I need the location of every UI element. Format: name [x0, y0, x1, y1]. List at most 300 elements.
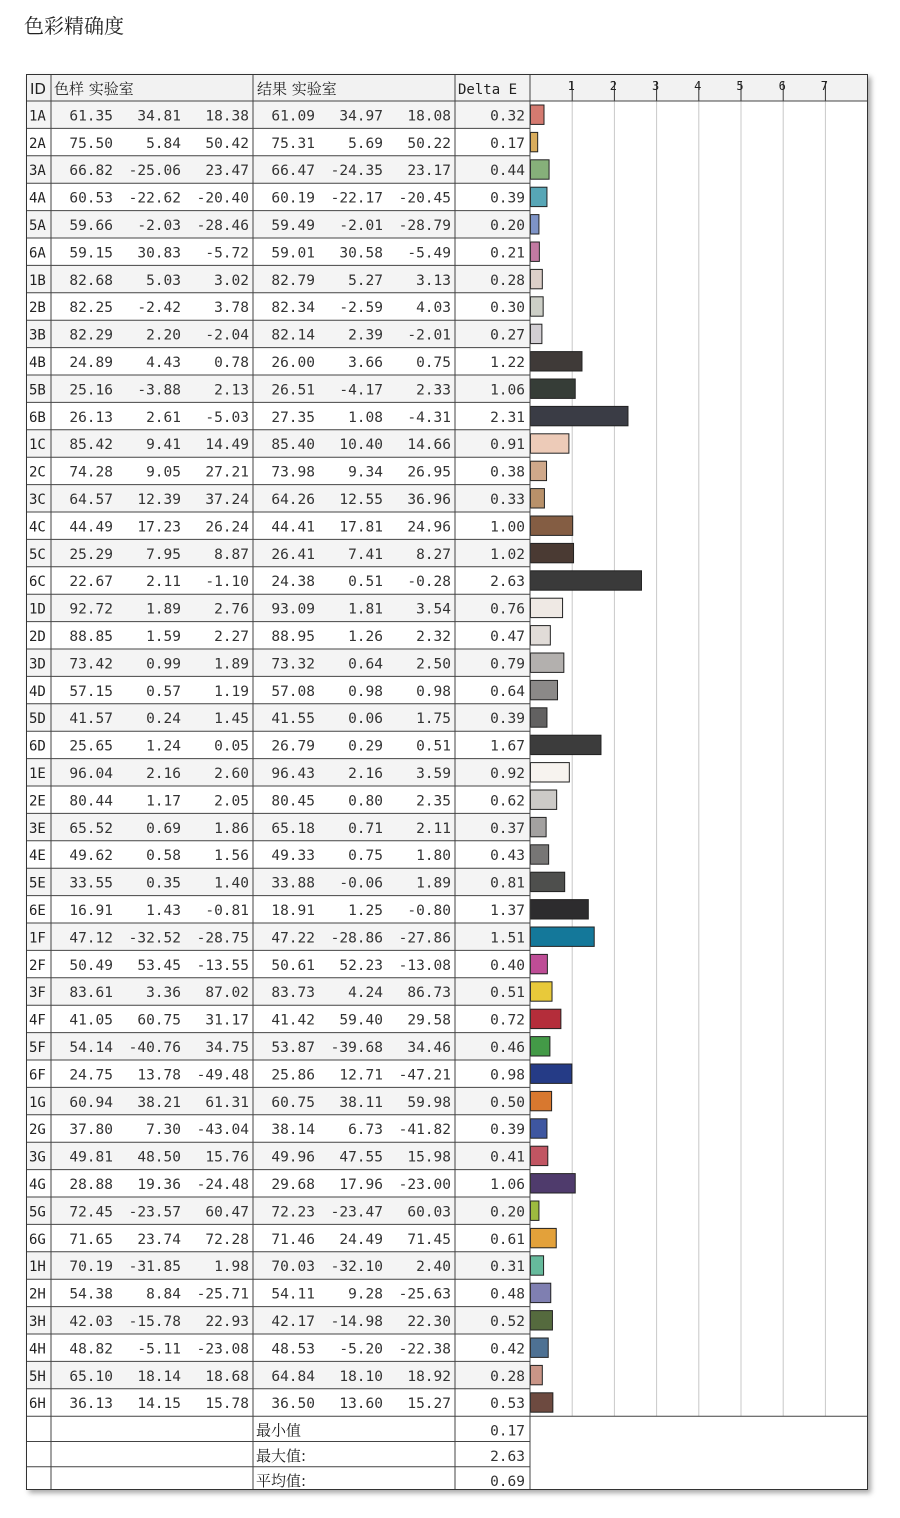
axis-tick-label: 6	[778, 79, 786, 93]
result-a: 0.51	[348, 574, 383, 591]
result-a: 10.40	[339, 437, 383, 454]
table-row	[29, 379, 575, 398]
sample-l: 61.35	[69, 108, 113, 125]
result-l: 80.45	[271, 793, 315, 810]
sample-b: 14.49	[205, 437, 249, 454]
result-b: -20.45	[398, 190, 451, 207]
result-l: 93.09	[271, 601, 315, 618]
delta-e-value: 0.30	[490, 300, 525, 317]
sample-b: 22.93	[205, 1314, 249, 1330]
delta-e-value: 0.39	[490, 1122, 525, 1139]
sample-b: 18.38	[205, 108, 249, 125]
result-l: 25.86	[271, 1067, 315, 1084]
sample-b: 61.31	[205, 1094, 249, 1111]
delta-e-bar	[531, 598, 563, 617]
delta-e-bar	[531, 1311, 553, 1330]
sample-b: 15.76	[205, 1149, 249, 1166]
sample-b: 60.47	[205, 1204, 249, 1221]
sample-b: 1.56	[214, 848, 249, 865]
result-l: 60.19	[271, 190, 315, 207]
sample-l: 48.82	[69, 1341, 113, 1358]
table-row	[29, 845, 549, 864]
result-b: 1.80	[416, 848, 451, 865]
delta-e-value: 0.39	[490, 711, 525, 728]
result-a: 12.55	[339, 492, 383, 508]
row-id: 4B	[29, 355, 46, 371]
result-l: 18.91	[271, 903, 315, 919]
table-row	[29, 954, 547, 973]
delta-e-value: 0.32	[490, 108, 525, 125]
delta-e-value: 0.52	[490, 1314, 525, 1330]
result-b: 0.98	[416, 683, 451, 700]
sample-l: 25.29	[69, 546, 113, 563]
delta-e-bar	[531, 1174, 576, 1193]
sample-a: -15.78	[128, 1314, 181, 1330]
table-row	[29, 1283, 551, 1302]
table-row	[29, 132, 538, 151]
result-b: -13.08	[398, 957, 451, 974]
result-b: 86.73	[407, 985, 451, 1002]
sample-a: -2.42	[137, 300, 181, 317]
delta-e-value: 0.21	[490, 245, 525, 262]
axis-tick-label: 7	[820, 79, 829, 93]
sample-a: 13.78	[137, 1067, 181, 1084]
delta-e-value: 2.31	[490, 409, 525, 426]
row-id: 6A	[29, 245, 46, 262]
delta-e-value: 1.37	[490, 903, 525, 919]
table-row	[29, 1064, 572, 1083]
delta-e-value: 0.81	[490, 875, 525, 892]
sample-b: -1.10	[205, 574, 249, 591]
sample-b: 1.19	[214, 683, 249, 700]
result-l: 60.75	[271, 1094, 315, 1111]
sample-a: 2.61	[146, 409, 181, 426]
delta-e-bar	[531, 653, 564, 672]
delta-e-bar	[531, 297, 544, 316]
result-l: 82.14	[271, 327, 315, 344]
result-a: -0.06	[339, 875, 383, 892]
delta-e-value: 1.67	[490, 738, 525, 755]
sample-l: 41.57	[69, 711, 113, 728]
sample-b: 2.27	[214, 629, 249, 645]
delta-e-bar	[531, 516, 573, 535]
sample-a: 0.99	[146, 656, 181, 673]
delta-e-bar	[531, 379, 576, 398]
row-id: 2C	[29, 464, 46, 481]
color-accuracy-table-chart	[27, 75, 867, 1489]
result-l: 49.33	[271, 848, 315, 865]
delta-e-bar	[531, 763, 570, 782]
delta-e-value: 0.47	[490, 629, 525, 645]
result-b: 36.96	[407, 492, 451, 508]
sample-b: -20.40	[196, 190, 249, 207]
sample-l: 64.57	[69, 492, 113, 508]
sample-b: -2.04	[205, 327, 249, 344]
result-a: 5.69	[348, 135, 383, 152]
sample-b: -13.55	[196, 957, 249, 974]
delta-e-value: 1.02	[490, 546, 525, 563]
sample-a: -32.52	[128, 930, 181, 947]
result-a: -22.17	[330, 190, 383, 207]
sample-a: 0.35	[146, 875, 181, 892]
sample-l: 59.15	[69, 245, 113, 262]
sample-b: -5.03	[205, 409, 249, 426]
result-l: 59.01	[271, 245, 315, 262]
result-b: -0.80	[407, 903, 451, 919]
result-l: 24.38	[271, 574, 315, 591]
delta-e-value: 1.00	[490, 519, 525, 536]
result-l: 42.17	[271, 1314, 315, 1330]
result-a: 0.80	[348, 793, 383, 810]
result-a: 9.34	[348, 464, 383, 481]
result-b: 4.03	[416, 300, 451, 317]
delta-e-value: 0.33	[490, 492, 525, 508]
delta-e-bar	[531, 105, 545, 124]
sample-a: 60.75	[137, 1012, 181, 1029]
result-b: 22.30	[407, 1314, 451, 1330]
result-l: 59.49	[271, 218, 315, 234]
row-id: 2F	[29, 957, 46, 974]
result-l: 64.84	[271, 1368, 315, 1385]
result-l: 82.34	[271, 300, 315, 317]
sample-a: 12.39	[137, 492, 181, 508]
row-id: 4G	[29, 1177, 46, 1193]
row-id: 2G	[29, 1122, 46, 1139]
sample-a: 14.15	[137, 1396, 181, 1413]
sample-l: 47.12	[69, 930, 113, 947]
table-row	[29, 242, 539, 261]
result-b: -27.86	[398, 930, 451, 947]
table-row	[29, 1338, 548, 1357]
sample-b: 1.45	[214, 711, 249, 728]
result-a: 59.40	[339, 1012, 383, 1029]
color-accuracy-report	[26, 74, 868, 1490]
sample-a: 38.21	[137, 1094, 181, 1111]
delta-e-value: 0.42	[490, 1341, 525, 1358]
result-a: 17.96	[339, 1177, 383, 1193]
result-a: -5.20	[339, 1341, 383, 1358]
sample-l: 96.04	[69, 766, 113, 782]
row-id: 3E	[29, 820, 46, 837]
table-row	[29, 1009, 561, 1028]
delta-e-bar	[531, 1365, 543, 1384]
table-row	[29, 900, 588, 919]
result-b: 1.75	[416, 711, 451, 728]
result-l: 26.41	[271, 546, 315, 563]
result-b: 2.50	[416, 656, 451, 673]
sample-a: 2.11	[146, 574, 181, 591]
delta-e-value: 0.46	[490, 1040, 525, 1056]
result-l: 41.55	[271, 711, 315, 728]
sample-l: 82.29	[69, 327, 113, 344]
result-b: 1.89	[416, 875, 451, 892]
sample-l: 70.19	[69, 1259, 113, 1276]
row-id: 3B	[29, 327, 46, 344]
sample-l: 65.10	[69, 1368, 113, 1385]
axis-tick-label: 4	[694, 79, 702, 93]
delta-e-bar	[531, 132, 538, 151]
sample-l: 85.42	[69, 437, 113, 454]
delta-e-value: 0.50	[490, 1094, 525, 1111]
result-a: 34.97	[339, 108, 383, 125]
table-row	[29, 543, 574, 562]
sample-a: 1.59	[146, 629, 181, 645]
row-id: 5D	[29, 711, 46, 728]
result-b: -28.79	[398, 218, 451, 234]
result-a: 2.39	[348, 327, 383, 344]
sample-l: 24.89	[69, 355, 113, 371]
sample-b: -28.75	[196, 930, 249, 947]
delta-e-bar	[531, 215, 539, 234]
delta-e-bar	[531, 187, 547, 206]
delta-e-value: 0.76	[490, 601, 525, 618]
sample-b: -5.72	[205, 245, 249, 262]
sample-l: 92.72	[69, 601, 113, 618]
delta-e-value: 0.91	[490, 437, 525, 454]
table-row	[29, 516, 573, 535]
row-id: 6D	[29, 738, 46, 755]
result-l: 49.96	[271, 1149, 315, 1166]
sample-a: -25.06	[128, 163, 181, 180]
sample-a: 0.69	[146, 820, 181, 837]
row-id: 2A	[29, 135, 46, 152]
delta-e-bar	[531, 1338, 549, 1357]
row-id: 3G	[29, 1149, 46, 1166]
result-b: 34.46	[407, 1040, 451, 1056]
sample-b: 2.60	[214, 766, 249, 782]
sample-a: -22.62	[128, 190, 181, 207]
result-l: 70.03	[271, 1259, 315, 1276]
result-a: -23.47	[330, 1204, 383, 1221]
result-a: -28.86	[330, 930, 383, 947]
delta-e-bar	[531, 927, 595, 946]
delta-e-bar	[531, 543, 574, 562]
result-b: -47.21	[398, 1067, 451, 1084]
result-a: 0.06	[348, 711, 383, 728]
sample-a: 23.74	[137, 1231, 181, 1248]
result-l: 85.40	[271, 437, 315, 454]
result-a: 24.49	[339, 1231, 383, 1248]
result-l: 29.68	[271, 1177, 315, 1193]
sample-l: 24.75	[69, 1067, 113, 1084]
result-a: 13.60	[339, 1396, 383, 1413]
table-row	[29, 1228, 556, 1247]
result-b: 24.96	[407, 519, 451, 536]
delta-e-value: 0.17	[490, 135, 525, 152]
result-l: 47.22	[271, 930, 315, 947]
result-a: 9.28	[348, 1286, 383, 1303]
sample-a: 5.84	[146, 135, 181, 152]
row-id: 6G	[29, 1231, 46, 1248]
sample-b: 8.87	[214, 546, 249, 563]
delta-e-value: 1.51	[490, 930, 525, 947]
result-a: 1.81	[348, 601, 383, 618]
row-id: 1E	[29, 766, 46, 782]
result-a: 38.11	[339, 1094, 383, 1111]
sample-b: -23.08	[196, 1341, 249, 1358]
sample-a: 30.83	[137, 245, 181, 262]
result-b: 18.92	[407, 1368, 451, 1385]
result-l: 36.50	[271, 1396, 315, 1413]
sample-l: 28.88	[69, 1177, 113, 1193]
delta-e-value: 1.22	[490, 355, 525, 371]
result-a: 12.71	[339, 1067, 383, 1084]
sample-l: 42.03	[69, 1314, 113, 1330]
result-a: -4.17	[339, 382, 383, 399]
sample-b: 72.28	[205, 1231, 249, 1248]
sample-a: 3.36	[146, 985, 181, 1002]
delta-e-value: 0.64	[490, 683, 525, 700]
result-l: 48.53	[271, 1341, 315, 1358]
delta-e-bar	[531, 461, 547, 480]
result-b: 2.32	[416, 629, 451, 645]
delta-e-bar	[531, 1064, 572, 1083]
sample-a: 18.14	[137, 1368, 181, 1385]
result-l: 72.23	[271, 1204, 315, 1221]
result-b: 3.59	[416, 766, 451, 782]
row-id: 1C	[29, 437, 46, 454]
delta-e-value: 0.43	[490, 848, 525, 865]
sample-l: 49.62	[69, 848, 113, 865]
delta-e-value: 0.92	[490, 766, 525, 782]
result-l: 44.41	[271, 519, 315, 536]
sample-a: 1.43	[146, 903, 181, 919]
sample-l: 54.14	[69, 1040, 113, 1056]
sample-l: 73.42	[69, 656, 113, 673]
sample-l: 60.94	[69, 1094, 113, 1111]
result-b: -0.28	[407, 574, 451, 591]
row-id: 3C	[29, 492, 46, 508]
result-a: 7.41	[348, 546, 383, 563]
result-a: 1.08	[348, 409, 383, 426]
sample-l: 75.50	[69, 135, 113, 152]
footer-label: 最小值	[256, 1421, 302, 1440]
sample-b: 1.86	[214, 820, 249, 837]
result-b: 8.27	[416, 546, 451, 563]
result-b: 50.22	[407, 135, 451, 152]
sample-b: 0.05	[214, 738, 249, 755]
row-id: 4E	[29, 848, 46, 865]
result-l: 96.43	[271, 766, 315, 782]
result-l: 73.98	[271, 464, 315, 481]
row-id: 6F	[29, 1067, 46, 1084]
result-b: 2.35	[416, 793, 451, 810]
result-l: 54.11	[271, 1286, 315, 1303]
result-a: 1.25	[348, 903, 383, 919]
sample-b: -25.71	[196, 1286, 249, 1303]
sample-l: 65.52	[69, 820, 113, 837]
delta-e-bar	[531, 845, 549, 864]
row-id: 4A	[29, 190, 46, 207]
sample-a: 17.23	[137, 519, 181, 536]
sample-b: -49.48	[196, 1067, 249, 1084]
result-l: 82.79	[271, 272, 315, 289]
row-id: 2H	[29, 1286, 46, 1303]
sample-l: 22.67	[69, 574, 113, 591]
table-row	[29, 790, 557, 809]
header-delta-e: Delta E	[458, 82, 518, 98]
result-l: 38.14	[271, 1122, 315, 1139]
result-a: -39.68	[330, 1040, 383, 1056]
delta-e-bar	[531, 1201, 539, 1220]
delta-e-value: 1.06	[490, 382, 525, 399]
table-row	[29, 297, 543, 316]
sample-l: 60.53	[69, 190, 113, 207]
result-l: 50.61	[271, 957, 315, 974]
page-title: 色彩精确度	[24, 14, 124, 38]
sample-a: 1.24	[146, 738, 181, 755]
sample-b: 1.98	[214, 1259, 249, 1276]
sample-l: 54.38	[69, 1286, 113, 1303]
sample-b: 1.40	[214, 875, 249, 892]
sample-b: -28.46	[196, 218, 249, 234]
table-row	[29, 461, 547, 480]
delta-e-value: 0.61	[490, 1231, 525, 1248]
result-l: 27.35	[271, 409, 315, 426]
header-sample-lab: 色样 实验室	[54, 80, 134, 98]
delta-e-bar	[531, 872, 565, 891]
delta-e-bar	[531, 1283, 551, 1302]
sample-a: -5.11	[137, 1341, 181, 1358]
sample-a: 9.41	[146, 437, 181, 454]
result-a: 6.73	[348, 1122, 383, 1139]
sample-b: 27.21	[205, 464, 249, 481]
sample-a: 34.81	[137, 108, 181, 125]
result-b: 26.95	[407, 464, 451, 481]
delta-e-bar	[531, 954, 548, 973]
result-l: 33.88	[271, 875, 315, 892]
sample-a: 1.17	[146, 793, 181, 810]
result-b: 15.98	[407, 1149, 451, 1166]
delta-e-bar	[531, 1146, 548, 1165]
delta-e-value: 0.40	[490, 957, 525, 974]
sample-b: 2.05	[214, 793, 249, 810]
sample-b: -43.04	[196, 1122, 249, 1139]
result-l: 26.79	[271, 738, 315, 755]
delta-e-value: 0.28	[490, 272, 525, 289]
delta-e-bar	[531, 434, 569, 453]
row-id: 5B	[29, 382, 46, 399]
result-l: 66.47	[271, 163, 315, 180]
result-b: 3.13	[416, 272, 451, 289]
sample-l: 37.80	[69, 1122, 113, 1139]
delta-e-value: 0.48	[490, 1286, 525, 1303]
result-l: 26.00	[271, 355, 315, 371]
delta-e-bar	[531, 790, 557, 809]
axis-tick-label: 1	[567, 79, 575, 93]
delta-e-bar	[531, 1091, 552, 1110]
delta-e-value: 0.62	[490, 793, 525, 810]
row-id: 5E	[29, 875, 46, 892]
delta-e-value: 2.63	[490, 574, 525, 591]
result-b: -25.63	[398, 1286, 451, 1303]
table-row	[29, 1174, 575, 1193]
result-a: 17.81	[339, 519, 383, 536]
sample-l: 57.15	[69, 683, 113, 700]
row-id: 3H	[29, 1314, 46, 1330]
delta-e-bar	[531, 1393, 553, 1412]
delta-e-bar	[531, 324, 542, 343]
result-b: 23.17	[407, 163, 451, 180]
sample-b: 15.78	[205, 1396, 249, 1413]
sample-a: -2.03	[137, 218, 181, 234]
delta-e-value: 0.20	[490, 1204, 525, 1221]
result-b: 60.03	[407, 1204, 451, 1221]
delta-e-value: 0.31	[490, 1259, 525, 1276]
result-l: 65.18	[271, 820, 315, 837]
result-b: -23.00	[398, 1177, 451, 1193]
sample-l: 16.91	[69, 903, 113, 919]
